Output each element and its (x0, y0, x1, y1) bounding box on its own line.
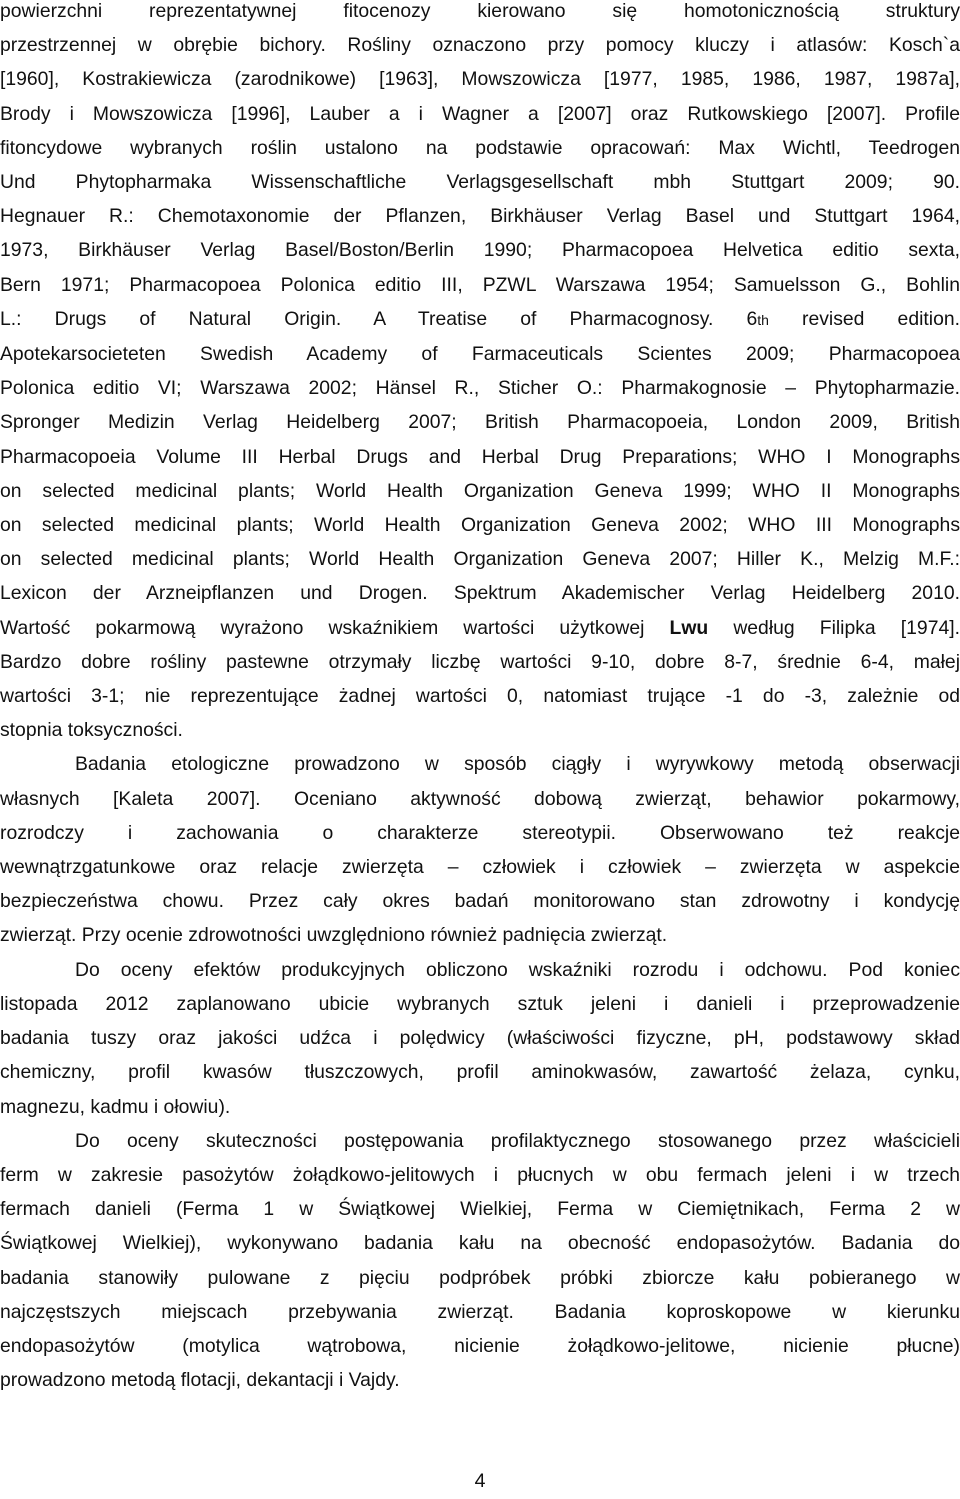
text-line: listopada 2012 zaplanowano ubicie wybranych sztuk jeleni i danieli i przeprowadzenie (0, 992, 960, 1015)
text-line: Spronger Medizin Verlag Heidelberg 2007; British Pharmacopoeia, London 2009, British (0, 411, 960, 434)
text-line: Do oceny efektów produkcyjnych obliczono wskaźniki rozrodu i odchowu. Pod koniec (75, 958, 960, 981)
text-line: Lexicon der Arzneipflanzen und Drogen. Spektrum Akademischer Verlag Heidelberg 2010. (0, 582, 960, 605)
page-number: 4 (474, 1470, 486, 1492)
text-line: badania tuszy oraz jakości udźca i polędwicy (właściwości fizyczne, pH, podstawowy skład (0, 1027, 960, 1050)
text-line: on selected medicinal plants; World Health Organization Geneva 1999; WHO II Monographs (0, 479, 960, 502)
text-line: ferm w zakresie pasożytów żołądkowo-jelitowych i płucnych w obu fermach jeleni i w trzech (0, 1163, 960, 1186)
text-line: Do oceny skuteczności postępowania profilaktycznego stosowanego przez właścicieli (75, 1129, 960, 1152)
text-line: Badania etologiczne prowadzono w sposób ciągły i wyrywkowy metodą obserwacji (75, 753, 960, 776)
text-line: Hegnauer R.: Chemotaxonomie der Pflanzen, Birkhäuser Verlag Basel und Stuttgart 1964, (0, 205, 960, 228)
text-line: badania stanowiły pulowane z pięciu podpróbek próbki zbiorcze kału pobieranego w (0, 1266, 960, 1289)
text-line: bezpieczeństwa chowu. Przez cały okres badań monitorowano stan zdrowotny i kondycję (0, 890, 960, 913)
paragraph-methods-plants (0, 0, 960, 747)
text-line: przestrzennej w obrębie bichory. Rośliny oznaczono przy pomocy kluczy i atlasów: Kosch`a (0, 34, 960, 57)
text-line: Świątkowej Wielkiej), wykonywano badania kału na obecność endopasożytów. Badania do (0, 1232, 960, 1255)
text-segment: Wartość pokarmową wyrażono wskaźnikiem wartości użytkowej (0, 616, 670, 639)
text-line: [1960], Kostrakiewicza (zarodnikowe) [1963], Mowszowicza [1977, 1985, 1986, 1987, 1987a], (0, 68, 960, 91)
paragraph-ethology (0, 747, 960, 952)
text-line: najczęstszych miejscach przebywania zwierząt. Badania koproskopowe w kierunku (0, 1300, 960, 1323)
text-segment: L.: Drugs of Natural Origin. A Treatise of Pharmacognosy. 6 (0, 307, 758, 330)
term-lwu: Lwu (669, 616, 709, 639)
text-line: chemiczny, profil kwasów tłuszczowych, profil aminokwasów, zawartość żelaza, cynku, (0, 1061, 960, 1084)
superscript-th: th (757, 311, 769, 328)
paragraph-production (0, 953, 960, 1124)
text-line: on selected medicinal plants; World Health Organization Geneva 2002; WHO III Monographs (0, 514, 960, 537)
text-line: endopasożytów (motylica wątrobowa, nicienie żołądkowo-jelitowe, nicienie płucne) (0, 1334, 960, 1357)
text-line: stopnia toksyczności. (0, 719, 183, 742)
text-line: magnezu, kadmu i ołowiu). (0, 1095, 231, 1118)
text-segment: według Filipka [1974]. (708, 616, 960, 639)
text-line: Und Phytopharmaka Wissenschaftliche Verlagsgesellschaft mbh Stuttgart 2009; 90. (0, 171, 960, 194)
text-line: wewnątrzgatunkowe oraz relacje zwierzęta – człowiek i człowiek – zwierzęta w aspekcie (0, 856, 960, 879)
text-line: Bardzo dobre rośliny pastewne otrzymały liczbę wartości 9-10, dobre 8-7, średnie 6-4, małej (0, 650, 960, 673)
text-line: on selected medicinal plants; World Health Organization Geneva 2007; Hiller K., Melzig M.F.: (0, 548, 960, 571)
text-line: zwierząt. Przy ocenie zdrowotności uwzględniono również padnięcia zwierząt. (0, 924, 668, 947)
text-line: 1973, Birkhäuser Verlag Basel/Boston/Berlin 1990; Pharmacopoea Helvetica editio sexta, (0, 239, 960, 262)
text-line: prowadzono metodą flotacji, dekantacji i Vajdy. (0, 1369, 400, 1392)
text-line: Apotekarsocieteten Swedish Academy of Farmaceuticals Scientes 2009; Pharmacopoea (0, 343, 960, 366)
text-segment: revised edition. (768, 307, 960, 330)
text-line: Bern 1971; Pharmacopoea Polonica editio III, PZWL Warszawa 1954; Samuelsson G., Bohlin (0, 273, 960, 296)
paragraph-parasites (0, 1124, 960, 1398)
text-line: własnych [Kaleta 2007]. Oceniano aktywność dobową zwierząt, behawior pokarmowy, (0, 787, 960, 810)
text-line: wartości 3-1; nie reprezentujące żadnej wartości 0, natomiast trujące -1 do -3, zależnie od (0, 685, 960, 708)
text-line: Pharmacopoeia Volume III Herbal Drugs and Herbal Drug Preparations; WHO I Monographs (0, 445, 960, 468)
text-line: rozrodczy i zachowania o charakterze stereotypii. Obserwowano też reakcje (0, 821, 960, 844)
text-line-edition (0, 302, 960, 337)
text-line: fermach danieli (Ferma 1 w Świątkowej Wielkiej, Ferma w Ciemiętnikach, Ferma 2 w (0, 1198, 960, 1221)
text-line-lwu (0, 611, 960, 645)
text-line: Polonica editio VI; Warszawa 2002; Hänsel R., Sticher O.: Pharmakognosie – Phytopharmazie. (0, 377, 960, 400)
text-line: Brody i Mowszowicza [1996], Lauber a i Wagner a [2007] oraz Rutkowskiego [2007]. Profile (0, 102, 960, 125)
text-line: fitoncydowe wybranych roślin ustalono na podstawie opracowań: Max Wichtl, Teedrogen (0, 136, 960, 159)
text-line: powierzchni reprezentatywnej fitocenozy kierowano się homotonicznością struktury (0, 0, 960, 22)
